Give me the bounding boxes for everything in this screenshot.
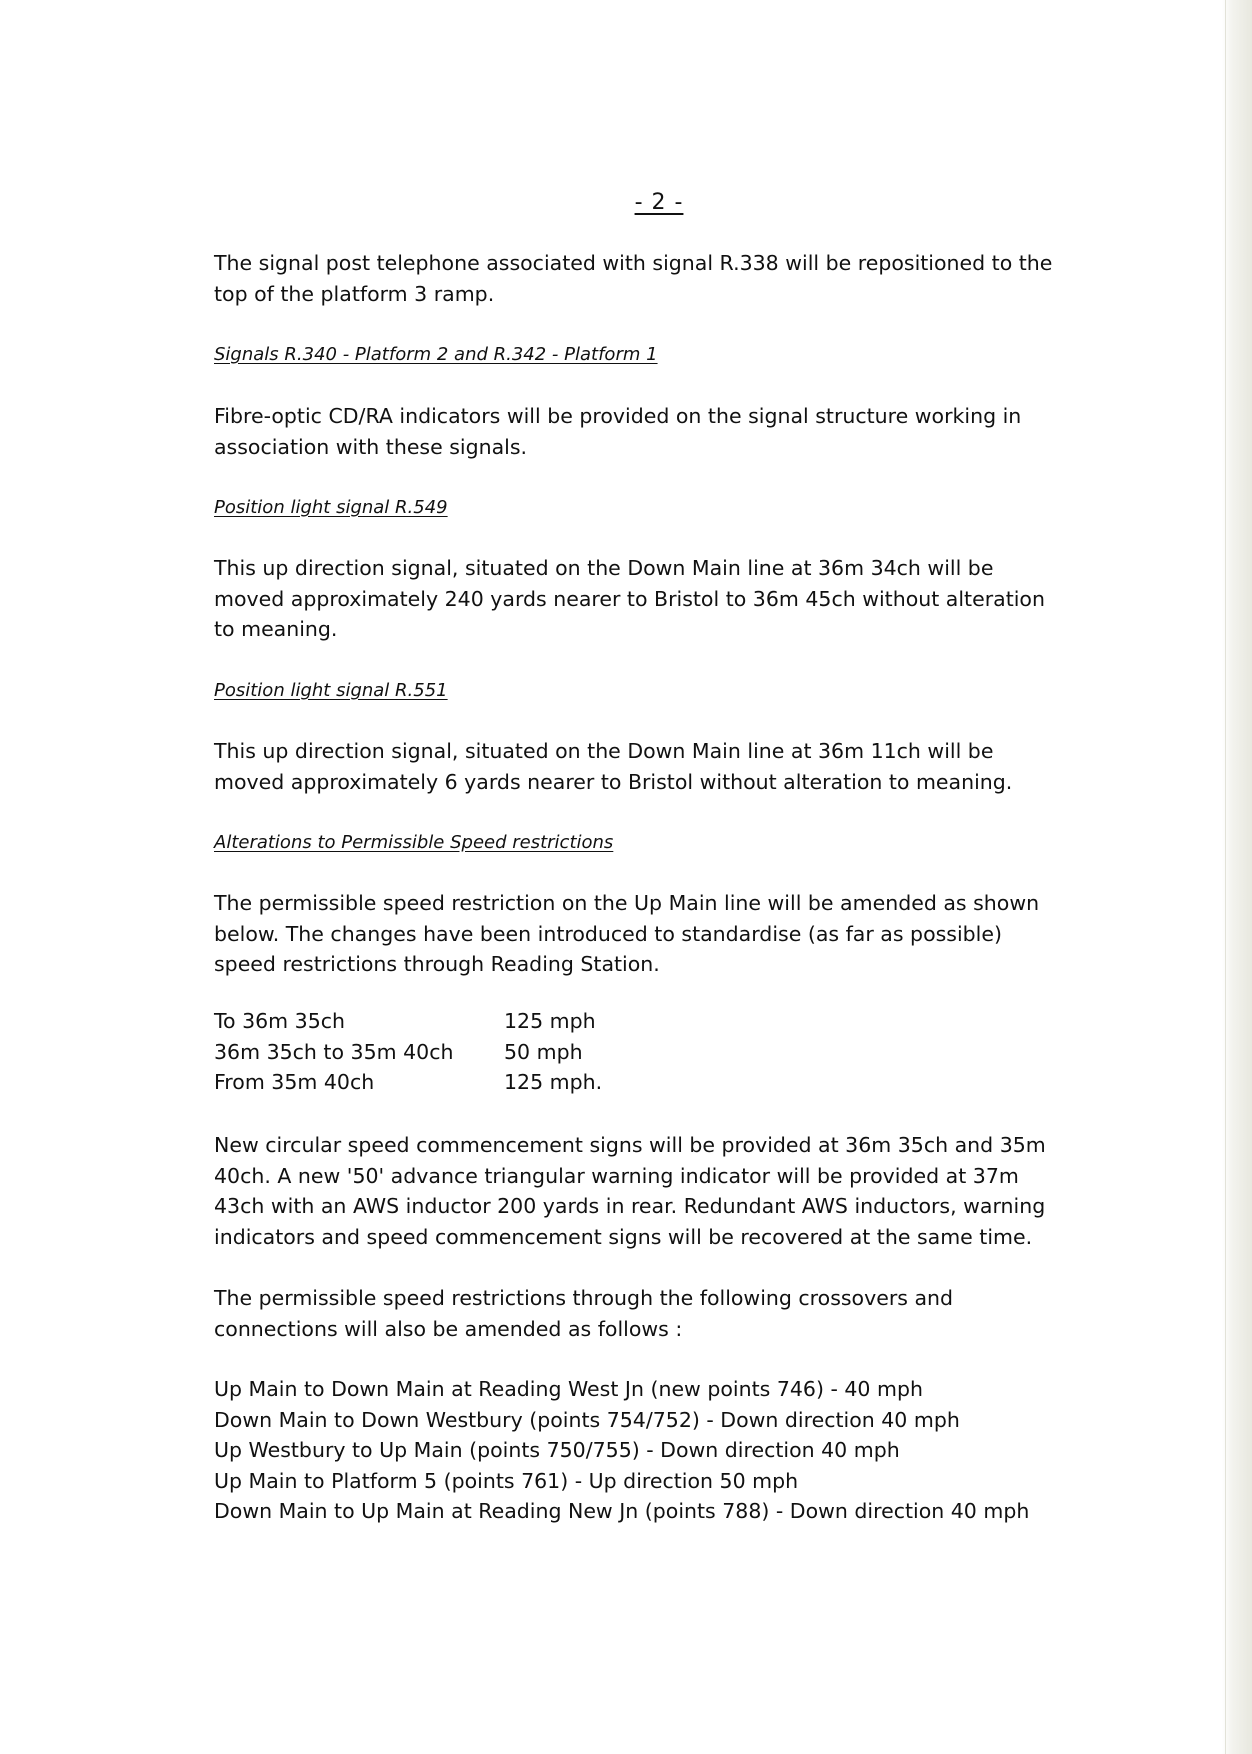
table-cell-location: 36m 35ch to 35m 40ch xyxy=(214,1039,454,1064)
heading-signals-r340-r342: Signals R.340 - Platform 2 and R.342 - Platform 1 xyxy=(214,344,658,365)
crossover-list xyxy=(214,1374,1064,1527)
paragraph-r551-move: This up direction signal, situated on the Down Main line at 36m 11ch will be moved approximately 6 yards nearer to Bristol without alteration to meaning. xyxy=(214,739,1013,794)
page-number-text: - 2 - xyxy=(634,190,684,215)
heading-position-light-r549: Position light signal R.549 xyxy=(214,497,448,518)
paragraph-crossover-intro: The permissible speed restrictions through the following crossovers and connections will also be amended as follows : xyxy=(214,1286,954,1341)
page-number xyxy=(214,190,1064,215)
page-edge-shadow xyxy=(1222,0,1252,1754)
heading-position-light-r551: Position light signal R.551 xyxy=(214,680,448,701)
table-row xyxy=(214,1006,602,1037)
list-item: Down Main to Up Main at Reading New Jn (points 788) - Down direction 40 mph xyxy=(214,1499,1030,1523)
table-cell-speed: 125 mph. xyxy=(504,1070,603,1094)
list-item: Up Main to Down Main at Reading West Jn (new points 746) - 40 mph xyxy=(214,1377,923,1401)
table-cell-speed: 125 mph xyxy=(504,1009,596,1033)
heading-speed-restrictions: Alterations to Permissible Speed restrictions xyxy=(214,832,614,853)
list-item: Up Main to Platform 5 (points 761) - Up direction 50 mph xyxy=(214,1468,799,1493)
paragraph-r549-move: This up direction signal, situated on the Down Main line at 36m 34ch will be moved approximately 240 yards nearer to Bristol to 36m 45ch without alteration to meaning. xyxy=(214,556,1045,641)
list-item: Up Westbury to Up Main (points 750/755) - Down direction 40 mph xyxy=(214,1438,900,1462)
table-cell-location: From 35m 40ch xyxy=(214,1070,375,1094)
speed-restriction-table xyxy=(214,1006,602,1098)
paragraph-signal-post-telephone: The signal post telephone associated with signal R.338 will be repositioned to the top of the platform 3 ramp. xyxy=(214,251,1053,306)
table-row xyxy=(214,1067,602,1098)
paragraph-fibre-optic-indicators: Fibre-optic CD/RA indicators will be provided on the signal structure working in association with these signals. xyxy=(214,404,1022,459)
paragraph-up-main-speed: The permissible speed restriction on the Up Main line will be amended as shown below. The changes have been introduced to standardise (as far as possible) speed restrictions through Reading Station. xyxy=(214,891,1040,976)
paragraph-circular-speed-signs: New circular speed commencement signs will be provided at 36m 35ch and 35m 40ch. A new '50' advance triangular warning indicator will be provided at 37m 43ch with an AWS inductor 200 yards in rear. Redundant AWS inductors, warning indicators and speed commencement signs will be recovered at the same time. xyxy=(214,1133,1046,1249)
list-item: Down Main to Down Westbury (points 754/752) - Down direction 40 mph xyxy=(214,1407,960,1432)
table-cell-speed: 50 mph xyxy=(504,1039,583,1064)
table-row xyxy=(214,1037,602,1068)
table-cell-location: To 36m 35ch xyxy=(214,1009,346,1033)
page-edge-line xyxy=(1225,0,1226,1754)
